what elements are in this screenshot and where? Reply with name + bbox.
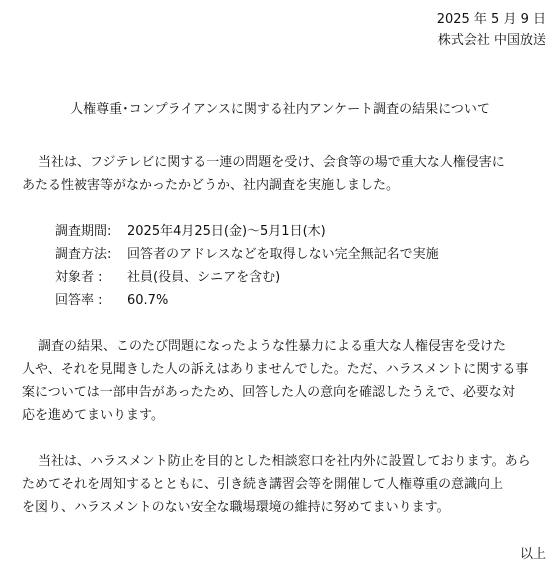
document-title: 人権尊重･コンプライアンスに関する社内アンケート調査の結果について	[70, 102, 490, 117]
closing-line-2: ためてそれを周知するとともに、引き続き講習会等を開催して人権尊重の意識向上	[22, 477, 504, 492]
survey-target	[55, 268, 280, 288]
closing-line-3: を図り、ハラスメントのない安全な職場環境の維持に努めてまいります。	[22, 500, 450, 515]
result-line-2: 人や、それを見聞きした人の訴えはありませんでした。ただ、ハラスメントに関する事	[22, 362, 529, 377]
survey-period-value: 2025年4月25日(金)～5月1日(木)	[127, 224, 326, 239]
survey-target-label: 対象者 :	[55, 270, 103, 285]
survey-rate-value: 60.7%	[127, 293, 169, 308]
survey-rate-label: 回答率 :	[55, 293, 103, 308]
survey-method-value: 回答者のアドレスなどを取得しない完全無記名で実施	[127, 247, 439, 262]
survey-rate	[55, 291, 168, 311]
survey-period-label: 調査期間:	[55, 224, 112, 239]
result-line-1: 調査の結果、このたび問題になったような性暴力による重大な人権侵害を受けた	[38, 339, 507, 354]
document-date: 2025 年 5 月 9 日	[436, 12, 546, 27]
closing-line-1: 当社は、ハラスメント防止を目的とした相談窓口を社内外に設置しております。あら	[38, 454, 531, 469]
survey-target-value: 社員(役員、シニアを含む)	[127, 270, 281, 285]
survey-period	[55, 222, 326, 242]
result-line-4: 応を進めてまいります。	[22, 408, 164, 423]
intro-line-2: あたる性被害等がなかったかどうか、社内調査を実施しました。	[22, 178, 400, 193]
survey-method	[55, 245, 439, 265]
intro-line-1: 当社は、フジテレビに関する一連の問題を受け、会食等の場で重大な人権侵害に	[38, 155, 505, 170]
result-line-3: 案については一部申告があったため、回答した人の意向を確認したうえで、必要な対	[22, 385, 515, 400]
survey-method-label: 調査方法:	[55, 247, 112, 262]
closing-mark: 以上	[519, 547, 546, 562]
issuer-company: 株式会社 中国放送	[437, 33, 546, 48]
